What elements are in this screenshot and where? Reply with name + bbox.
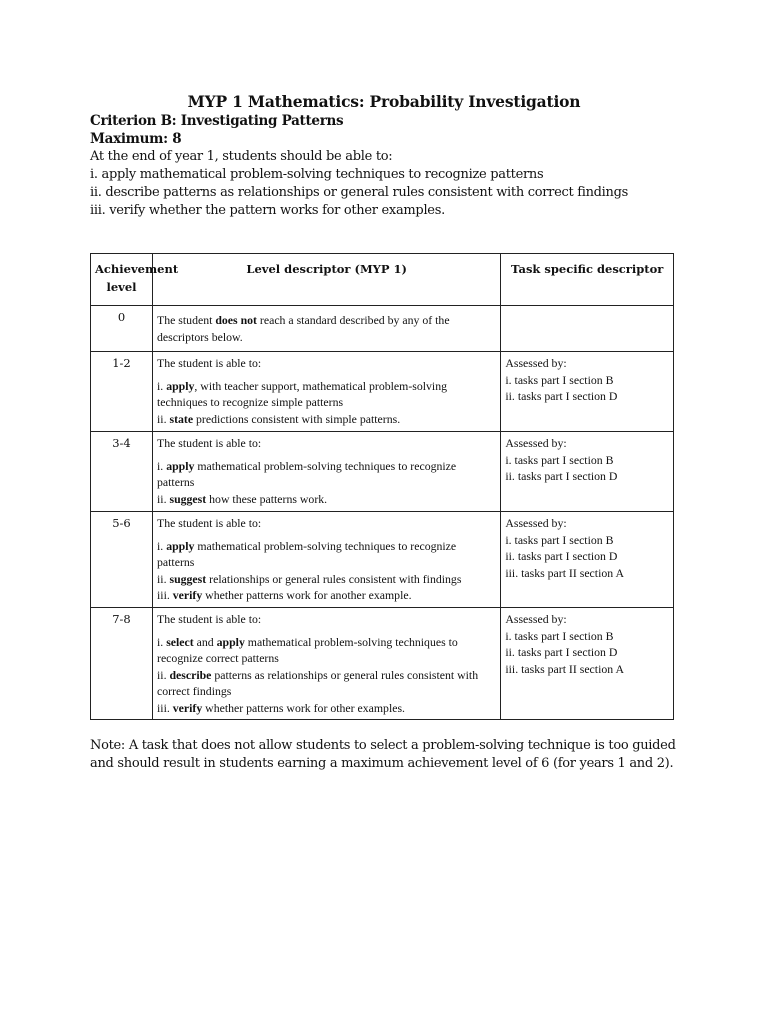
- level-cell: 0: [91, 306, 153, 352]
- descriptor-item: iii. verify whether patterns work for other examples.: [157, 700, 406, 715]
- descriptor-cell: [153, 352, 501, 432]
- header-achievement-level: Achievement level: [91, 254, 153, 306]
- task-item: i. tasks part I section B: [505, 532, 614, 547]
- table-row: [91, 608, 674, 720]
- task-item: i. tasks part I section B: [505, 372, 614, 387]
- table-row: [91, 352, 674, 432]
- criterion-heading: Criterion B: Investigating Patterns: [90, 113, 344, 129]
- objective-item: i. apply mathematical problem-solving techniques to recognize patterns: [90, 167, 544, 182]
- task-item: ii. tasks part I section D: [505, 389, 618, 403]
- objective-item: iii. verify whether the pattern works for other examples.: [90, 203, 445, 218]
- descriptor-lead: The student is able to:: [157, 356, 262, 370]
- task-item: iii. tasks part II section A: [505, 661, 624, 676]
- task-item: iii. tasks part II section A: [505, 565, 624, 580]
- task-cell: [501, 352, 674, 432]
- page-title: MYP 1 Mathematics: Probability Investigation: [187, 92, 581, 111]
- task-item: i. tasks part I section B: [505, 628, 614, 643]
- level-cell: 7-8: [91, 608, 153, 720]
- intro-section: [90, 112, 690, 220]
- text: reach a standard described by any of the descriptors below.: [157, 313, 450, 344]
- objective-item: ii. describe patterns as relationships or general rules consistent with correct findings: [90, 185, 628, 200]
- task-cell: [501, 512, 674, 608]
- descriptor-cell: [153, 306, 501, 352]
- task-item: ii. tasks part I section D: [505, 549, 618, 563]
- task-head: Assessed by:: [505, 436, 567, 450]
- descriptor-item: i. select and apply mathematical problem-solving techniques to recognize correct patterns: [157, 634, 458, 665]
- descriptor-item: i. apply mathematical problem-solving techniques to recognize patterns: [157, 458, 457, 489]
- table-row: [91, 512, 674, 608]
- intro-lead: At the end of year 1, students should be able to:: [90, 149, 393, 164]
- task-cell: [501, 306, 674, 352]
- level-cell: 5-6: [91, 512, 153, 608]
- descriptor-cell: [153, 432, 501, 512]
- descriptor-lead: The student is able to:: [157, 436, 262, 450]
- descriptor-lead: The student is able to:: [157, 612, 262, 626]
- table-row: [91, 306, 674, 352]
- descriptor-item: ii. suggest how these patterns work.: [157, 491, 328, 506]
- descriptor-item: ii. state predictions consistent with simple patterns.: [157, 411, 401, 426]
- bold-text: does not: [215, 313, 257, 327]
- descriptor-cell: [153, 608, 501, 720]
- task-item: ii. tasks part I section D: [505, 469, 618, 483]
- task-head: Assessed by:: [505, 356, 567, 370]
- task-item: ii. tasks part I section D: [505, 645, 618, 659]
- descriptor-item: i. apply, with teacher support, mathematical problem-solving techniques to recognize simple patterns: [157, 378, 447, 409]
- descriptor-item: iii. verify whether patterns work for another example.: [157, 588, 412, 602]
- descriptor-item: ii. suggest relationships or general rules consistent with findings: [157, 571, 462, 586]
- table-header-row: [91, 254, 674, 306]
- task-cell: [501, 432, 674, 512]
- maximum-heading: Maximum: 8: [90, 131, 182, 147]
- header-task-descriptor: Task specific descriptor: [501, 254, 674, 306]
- task-item: i. tasks part I section B: [505, 452, 614, 467]
- level-cell: 1-2: [91, 352, 153, 432]
- task-cell: [501, 608, 674, 720]
- descriptor-item: ii. describe patterns as relationships or general rules consistent with correct findings: [157, 667, 479, 698]
- rubric-table: [90, 253, 674, 720]
- header-level-descriptor: Level descriptor (MYP 1): [153, 254, 501, 306]
- note-paragraph: Note: A task that does not allow students to select a problem-solving technique is too guided and should result in students earning a maximum achievement level of 6 (for years 1 and 2).: [90, 738, 676, 771]
- descriptor-lead: The student is able to:: [157, 516, 262, 530]
- descriptor-cell: [153, 512, 501, 608]
- text: The student: [157, 313, 216, 327]
- task-head: Assessed by:: [505, 612, 567, 626]
- task-head: Assessed by:: [505, 516, 567, 530]
- table-row: [91, 432, 674, 512]
- level-cell: 3-4: [91, 432, 153, 512]
- descriptor-item: i. apply mathematical problem-solving techniques to recognize patterns: [157, 538, 457, 569]
